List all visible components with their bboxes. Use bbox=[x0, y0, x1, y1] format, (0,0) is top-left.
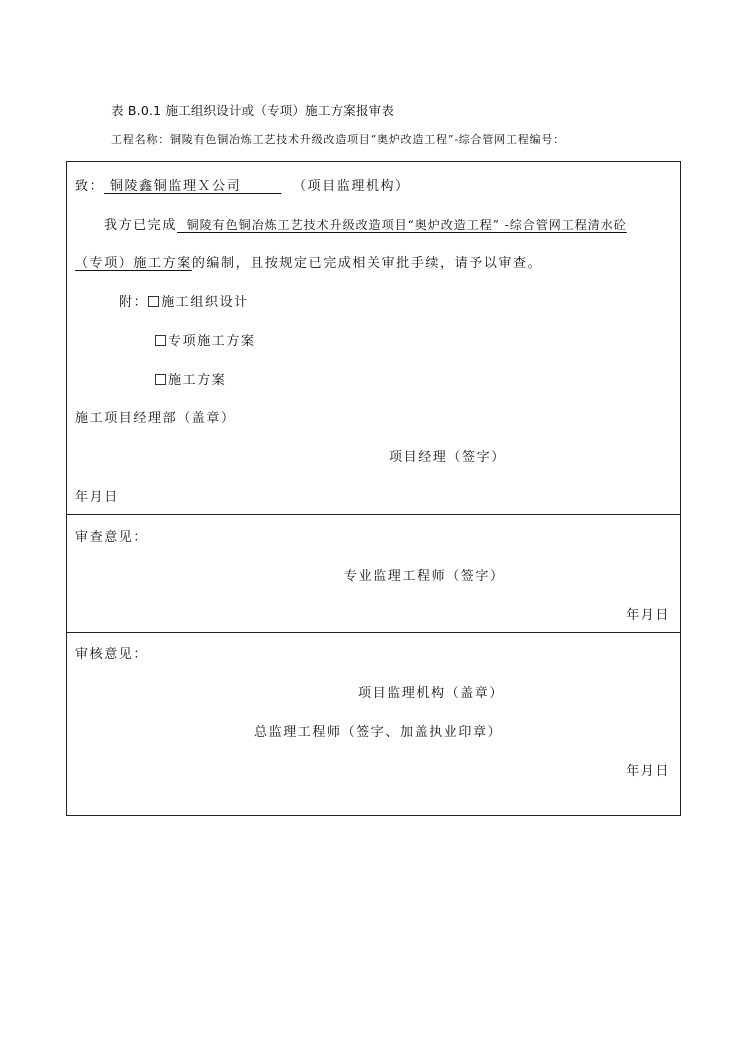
engineer-signature-label: 专业监理工程师（签字） bbox=[344, 569, 505, 584]
supervisor-company: 铜陵鑫铜监理Ｘ公司 bbox=[109, 179, 242, 194]
body-prefix: 我方已完成 bbox=[104, 218, 178, 233]
body-line-2 bbox=[75, 252, 542, 271]
review-form-table bbox=[66, 161, 681, 816]
audit-opinion-label: 审核意见： bbox=[75, 647, 149, 662]
attachment-label: 附： bbox=[119, 295, 149, 310]
section1-date: 年月日 bbox=[75, 490, 119, 505]
review-opinion-label: 审查意见： bbox=[75, 530, 149, 545]
attachment-construction-plan: 施工方案 bbox=[168, 373, 227, 388]
divider-1 bbox=[67, 514, 680, 515]
supervisor-seal-label: 项目监理机构（盖章） bbox=[358, 686, 505, 701]
attachment-special-plan: 专项施工方案 bbox=[168, 334, 256, 349]
form-title: 表 B.0.1 施工组织设计或（专项）施工方案报审表 bbox=[111, 103, 395, 118]
checkbox-construction-plan[interactable] bbox=[155, 374, 166, 385]
body-project-name: 铜陵有色铜冶炼工艺技术升级改造项目“奥炉改造工程” -综合管网工程清水砼 bbox=[186, 218, 627, 232]
supervisor-suffix: （项目监理机构） bbox=[292, 179, 410, 194]
attachment-item-2 bbox=[155, 330, 256, 349]
addressee-line bbox=[75, 175, 410, 194]
attachment-item-1 bbox=[119, 291, 249, 310]
section2-date: 年月日 bbox=[626, 608, 670, 623]
body-line-1 bbox=[104, 214, 627, 233]
checkbox-special-plan[interactable] bbox=[155, 335, 166, 346]
chief-engineer-signature-label: 总监理工程师（签字、加盖执业印章） bbox=[254, 725, 503, 740]
divider-2 bbox=[67, 632, 680, 633]
pm-signature-label: 项目经理（签字） bbox=[389, 450, 506, 465]
dept-seal-label: 施工项目经理部（盖章） bbox=[75, 411, 236, 426]
body-rest: 的编制，且按规定已完成相关审批手续，请予以审查。 bbox=[191, 256, 543, 271]
section3-date: 年月日 bbox=[626, 764, 670, 779]
checkbox-org-design[interactable] bbox=[148, 296, 159, 307]
addressee-prefix: 致： bbox=[75, 179, 105, 194]
project-name-line: 工程名称：铜陵有色铜冶炼工艺技术升级改造项目“奥炉改造工程”-综合管网工程编号： bbox=[111, 133, 565, 146]
body-plan-type: （专项）施工方案 bbox=[75, 256, 192, 271]
attachment-item-3 bbox=[155, 369, 226, 388]
attachment-org-design: 施工组织设计 bbox=[161, 295, 249, 310]
